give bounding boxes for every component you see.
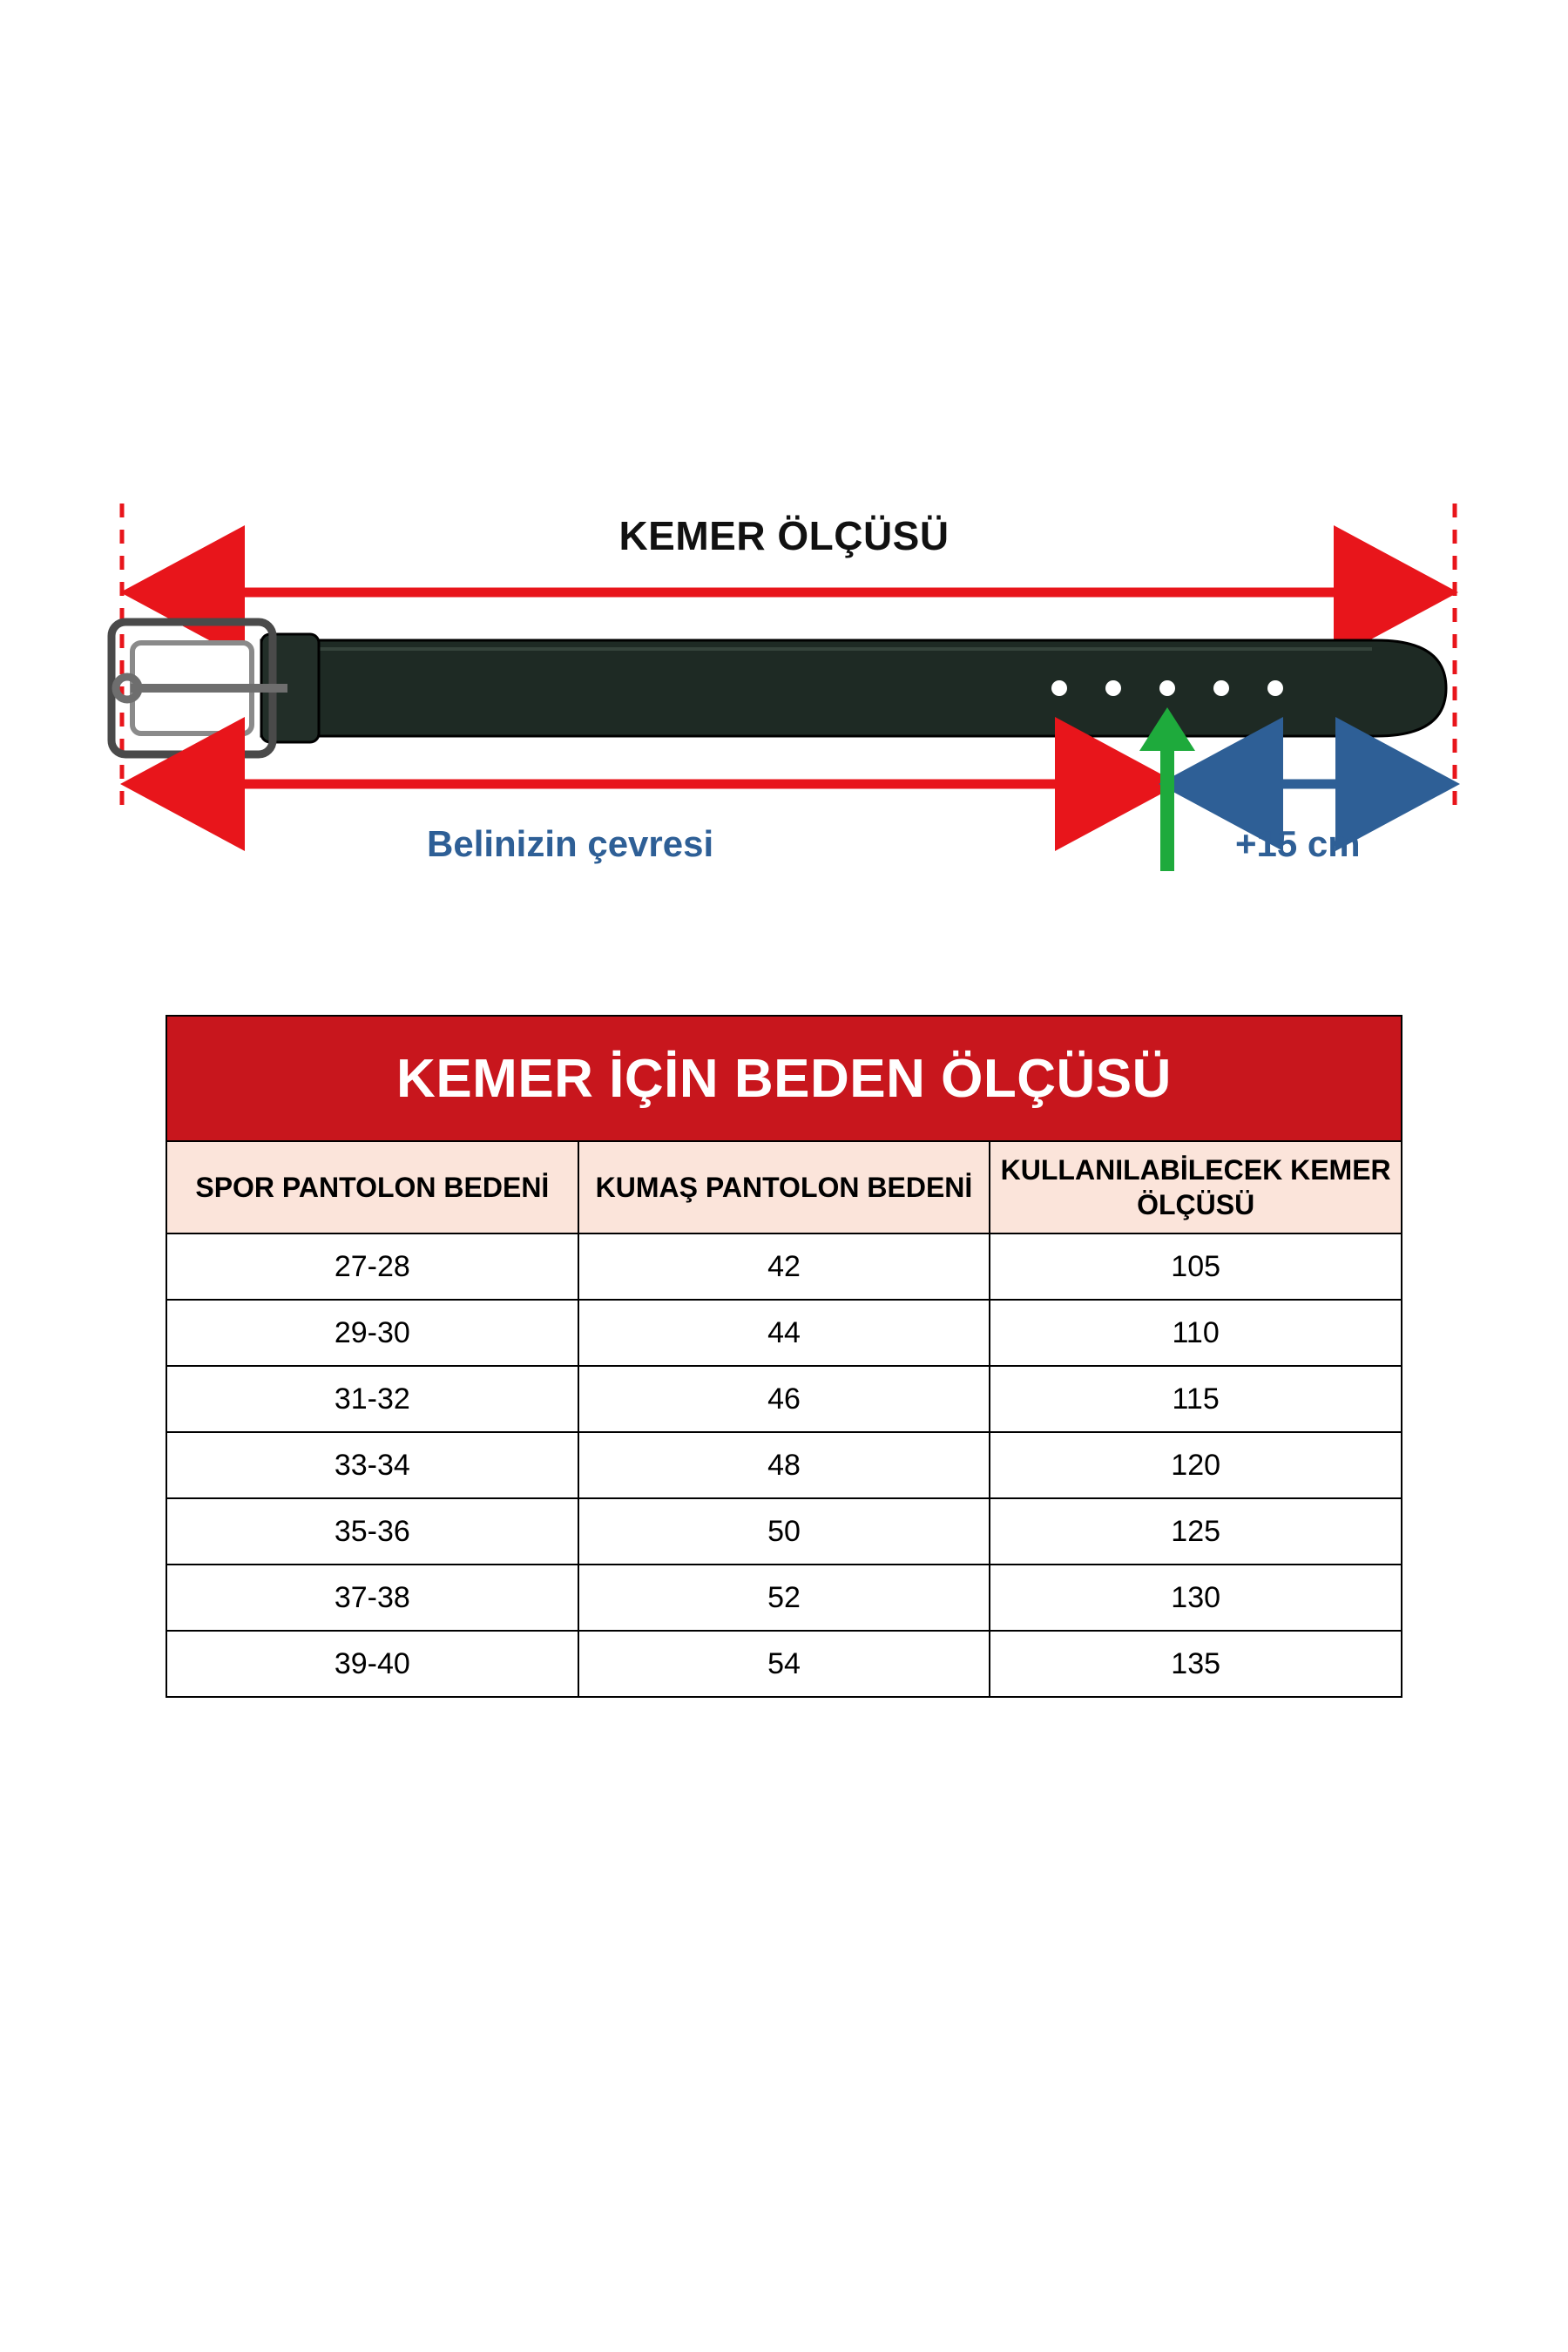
- cell-belt-size: 120: [990, 1432, 1402, 1498]
- table-row: [166, 1300, 1402, 1366]
- cell-kumas-size: 48: [578, 1432, 990, 1498]
- column-header-kemer-olcusu: KULLANILABİLECEK KEMER ÖLÇÜSÜ: [990, 1141, 1402, 1233]
- cell-kumas-size: 50: [578, 1498, 990, 1565]
- cell-spor-size: 27-28: [166, 1233, 578, 1300]
- table-row: [166, 1631, 1402, 1697]
- cell-spor-size: 33-34: [166, 1432, 578, 1498]
- extra-length-label: +15 cm: [1235, 823, 1361, 864]
- cell-belt-size: 115: [990, 1366, 1402, 1432]
- belt-measure-diagram: [0, 0, 1568, 976]
- diagram-top-title: KEMER ÖLÇÜSÜ: [618, 513, 950, 558]
- table-row: [166, 1565, 1402, 1631]
- cell-spor-size: 39-40: [166, 1631, 578, 1697]
- table-row: [166, 1233, 1402, 1300]
- cell-spor-size: 31-32: [166, 1366, 578, 1432]
- column-header-spor-pantolon: SPOR PANTOLON BEDENİ: [166, 1141, 578, 1233]
- column-header-kumas-pantolon: KUMAŞ PANTOLON BEDENİ: [578, 1141, 990, 1233]
- waist-circumference-label: Belinizin çevresi: [427, 823, 714, 864]
- cell-belt-size: 125: [990, 1498, 1402, 1565]
- cell-belt-size: 135: [990, 1631, 1402, 1697]
- cell-kumas-size: 54: [578, 1631, 990, 1697]
- cell-spor-size: 35-36: [166, 1498, 578, 1565]
- table-header-row: [166, 1141, 1402, 1233]
- cell-belt-size: 110: [990, 1300, 1402, 1366]
- cell-kumas-size: 46: [578, 1366, 990, 1432]
- cell-kumas-size: 42: [578, 1233, 990, 1300]
- table-row: [166, 1498, 1402, 1565]
- table-row: [166, 1366, 1402, 1432]
- table-title-row: [166, 1016, 1402, 1141]
- cell-spor-size: 29-30: [166, 1300, 578, 1366]
- cell-belt-size: 105: [990, 1233, 1402, 1300]
- cell-kumas-size: 52: [578, 1565, 990, 1631]
- cell-belt-size: 130: [990, 1565, 1402, 1631]
- cell-spor-size: 37-38: [166, 1565, 578, 1631]
- cell-kumas-size: 44: [578, 1300, 990, 1366]
- table-title: KEMER İÇİN BEDEN ÖLÇÜSÜ: [166, 1016, 1402, 1141]
- table-row: [166, 1432, 1402, 1498]
- size-table-container: [166, 1015, 1402, 1698]
- belt-size-table: [166, 1015, 1402, 1698]
